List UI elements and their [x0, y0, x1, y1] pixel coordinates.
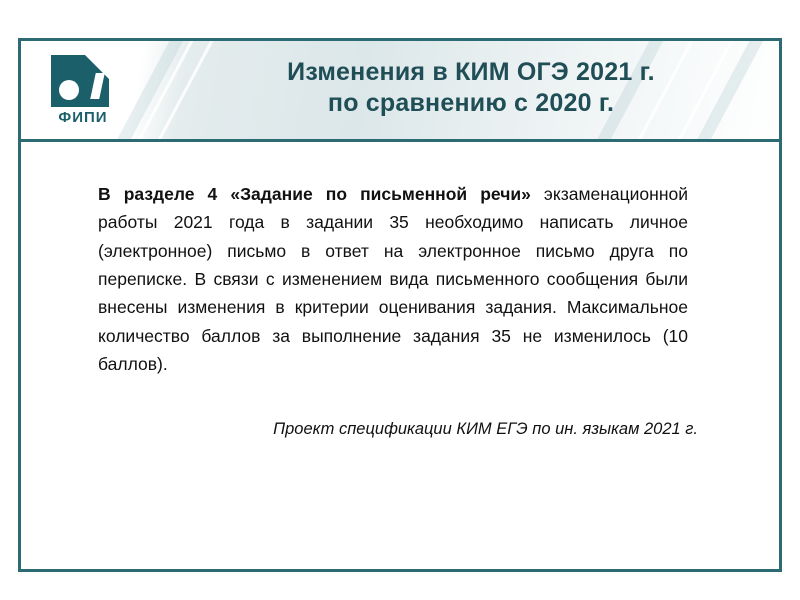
fipi-logo — [37, 55, 129, 131]
page-title-line-1: Изменения в КИМ ОГЭ 2021 г. — [287, 58, 655, 86]
page-title — [171, 57, 771, 118]
body-paragraph-lead: В разделе 4 «Задание по письменной речи» — [98, 184, 531, 204]
fipi-logo-text: ФИПИ — [58, 109, 108, 126]
page-title-line-2: по сравнению с 2020 г. — [327, 88, 615, 117]
source-citation: Проект спецификации КИМ ЕГЭ по ин. языкам 2021 г. — [273, 420, 698, 438]
logo-dot — [59, 80, 79, 100]
header-underline — [21, 139, 779, 142]
body-paragraph — [98, 180, 688, 378]
body-paragraph-rest: экзаменационной работы 2021 года в задании 35 необходимо написать личное (электронное) письмо в ответ на электронное письмо друга по переписке. В связи с изменением вида письменного сообщения были внесены изменения в критерии оценивания задания. Максимальное количество баллов за выполнение задания 35 не изменилось (10 баллов). — [98, 184, 688, 375]
slide-border-bottom — [18, 569, 782, 572]
slide-header — [21, 41, 779, 139]
slide-border-right — [779, 38, 782, 572]
slide — [18, 38, 782, 572]
fipi-logo-mark-icon — [51, 55, 109, 107]
